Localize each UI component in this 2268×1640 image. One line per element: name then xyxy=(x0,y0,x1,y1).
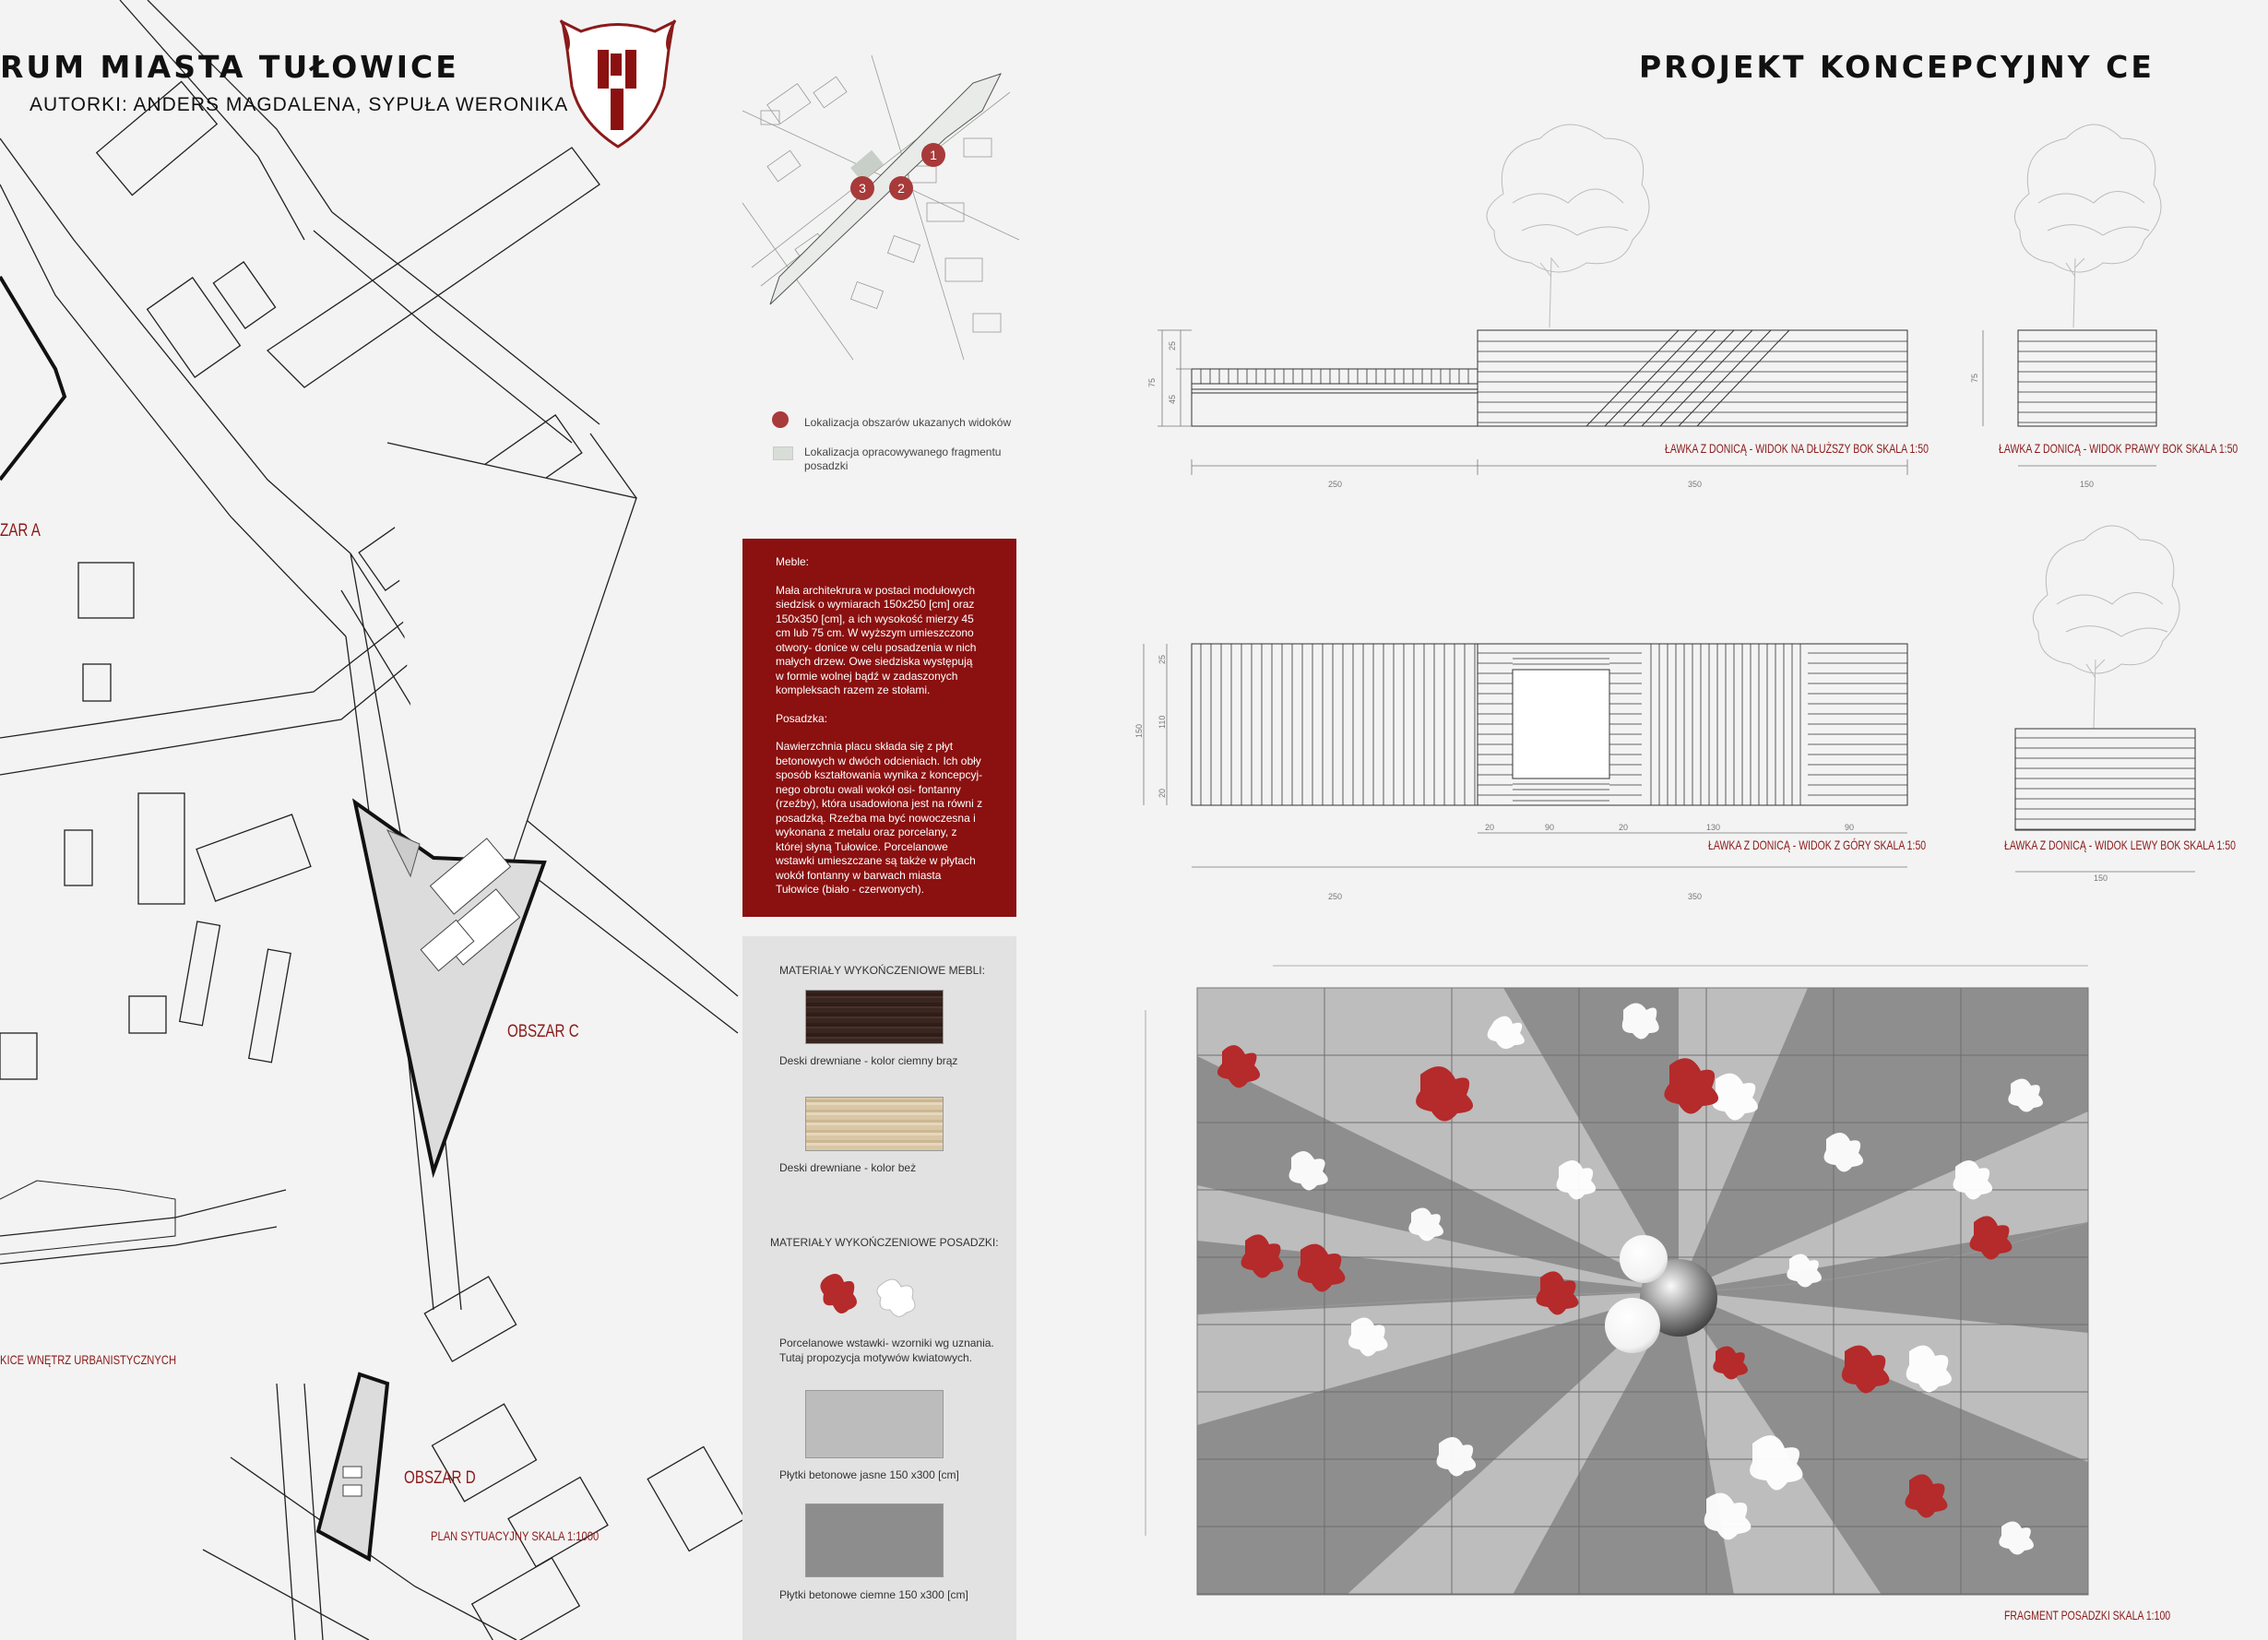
dim-elev-height: 75 xyxy=(1147,377,1157,387)
materials-floor-heading: MATERIAŁY WYKOŃCZENIOWE POSADZKI: xyxy=(770,1236,999,1249)
label-area-a: ZAR A xyxy=(0,521,41,541)
description-panel xyxy=(742,539,1016,917)
light-wood-label: Deski drewniane - kolor beż xyxy=(779,1161,917,1174)
dim-top-h2: 90 xyxy=(1545,823,1555,832)
porcelain-label: Porcelanowe wstawki- wzorniki wg uznania. Tutaj propozycja motywów kwiatowych. xyxy=(779,1337,994,1364)
legend-marker-icon xyxy=(772,411,789,428)
label-site-plan: PLAN SYTUACYJNY SKALA 1:1000 xyxy=(431,1528,600,1543)
dim-top-h5: 90 xyxy=(1845,823,1855,832)
project-title-left: RUM MIASTA TUŁOWICE xyxy=(0,49,459,85)
dim-top-h4: 130 xyxy=(1706,823,1721,832)
dim-left-width: 150 xyxy=(2094,873,2108,883)
materials-panel xyxy=(742,936,1016,1640)
bench-elevation-long-side xyxy=(1107,111,1937,489)
legend-text-markers: Lokalizacja obszarów ukazanych widoków xyxy=(804,416,1012,429)
caption-top-view: ŁAWKA Z DONICĄ - WIDOK Z GÓRY SKALA 1:50 xyxy=(1708,838,1927,852)
floor-heading: Posadzka: xyxy=(776,711,828,725)
furniture-heading: Meble: xyxy=(776,555,810,568)
concrete-dark-swatch xyxy=(805,1503,944,1577)
dim-top-w2: 350 xyxy=(1688,892,1703,901)
authors-line: AUTORKI: ANDERS MAGDALENA, SYPUŁA WERONIKA xyxy=(30,94,569,115)
caption-long-side: ŁAWKA Z DONICĄ - WIDOK NA DŁUŻSZY BOK SKALA 1:50 xyxy=(1665,441,1929,456)
bench-top-view xyxy=(1107,627,1937,904)
locator-marker-1: 1 xyxy=(930,148,937,162)
locator-marker-2: 2 xyxy=(897,181,905,196)
bench-elevation-left-side xyxy=(1965,507,2204,883)
dim-elev-w1: 250 xyxy=(1328,480,1343,489)
label-urban-sketches: KICE WNĘTRZ URBANISTYCZNYCH xyxy=(0,1352,177,1367)
legend-text-area: Lokalizacja opracowywanego fragmentu posadzki xyxy=(804,446,1002,472)
dim-top-v2: 110 xyxy=(1158,715,1167,729)
dim-elev-seat: 45 xyxy=(1168,394,1177,404)
caption-left-side: ŁAWKA Z DONICĄ - WIDOK LEWY BOK SKALA 1:50 xyxy=(2004,838,2236,852)
concrete-light-label: Płytki betonowe jasne 150 x300 [cm] xyxy=(779,1468,959,1481)
dim-top-h3: 20 xyxy=(1619,823,1629,832)
legend-area-swatch xyxy=(773,446,793,460)
label-area-c: OBSZAR C xyxy=(507,1022,579,1041)
concrete-dark-label: Płytki betonowe ciemne 150 x300 [cm] xyxy=(779,1588,968,1601)
dim-right-height: 75 xyxy=(1970,373,1979,383)
dim-top-h1: 20 xyxy=(1485,823,1495,832)
site-plan-map xyxy=(0,0,738,1640)
dim-top-v1: 25 xyxy=(1158,654,1167,664)
city-crest-logo xyxy=(553,13,683,151)
concrete-light-swatch xyxy=(805,1390,944,1458)
porcelain-flower-icons xyxy=(816,1268,927,1324)
floor-paving-fragment xyxy=(1125,945,2048,1591)
label-area-d: OBSZAR D xyxy=(404,1468,476,1488)
project-title-right: PROJEKT KONCEPCYJNY CE xyxy=(1639,49,2155,85)
locator-marker-3: 3 xyxy=(859,181,866,196)
furniture-description: Mała architekrura w postaci modułowych siedzisk o wymiarach 150x250 [cm] oraz 150x350 [cm], a ich wysokość mierzy 45 cm lub 75 cm. W wyższym umieszczono otwory- donice w celu posadzenia w nich małych drzew. Owe siedziska występują w formie wolnej bądź w zadaszonych kompleksach razem ze stołami. xyxy=(776,583,977,696)
dark-wood-label: Deski drewniane - kolor ciemny brąz xyxy=(779,1054,958,1067)
dim-right-width: 150 xyxy=(2080,480,2095,489)
dark-wood-swatch xyxy=(805,990,944,1044)
dim-elev-top: 25 xyxy=(1168,340,1177,351)
floor-description: Nawierzchnia placu składa się z płyt betonowych w dwóch odcieniach. Ich obły sposób kształtowania wynika z koncepcyj- nego obrotu owali wokół osi- fontanny (rzeźby), która usadowiona jest na równi z posadzką. Rzeźba ma być nowoczesna i wykonana z metalu oraz porcelany, z której słyną Tułowice. Porcelanowe wstawki umieszczane są także w płytach wokół fontanny w barwach miasta Tułowice (biało - czerwonych). xyxy=(776,740,983,896)
caption-right-side: ŁAWKA Z DONICĄ - WIDOK PRAWY BOK SKALA 1:50 xyxy=(1999,441,2238,456)
caption-floor-fragment: FRAGMENT POSADZKI SKALA 1:100 xyxy=(2004,1608,2171,1622)
light-wood-swatch xyxy=(805,1097,944,1151)
dim-top-w1: 250 xyxy=(1328,892,1343,901)
materials-furniture-heading: MATERIAŁY WYKOŃCZENIOWE MEBLI: xyxy=(779,964,985,977)
locator-map xyxy=(742,55,1019,360)
dim-top-v3: 150 xyxy=(1134,723,1144,738)
dim-elev-w2: 350 xyxy=(1688,480,1703,489)
dim-top-v4: 20 xyxy=(1158,788,1167,798)
